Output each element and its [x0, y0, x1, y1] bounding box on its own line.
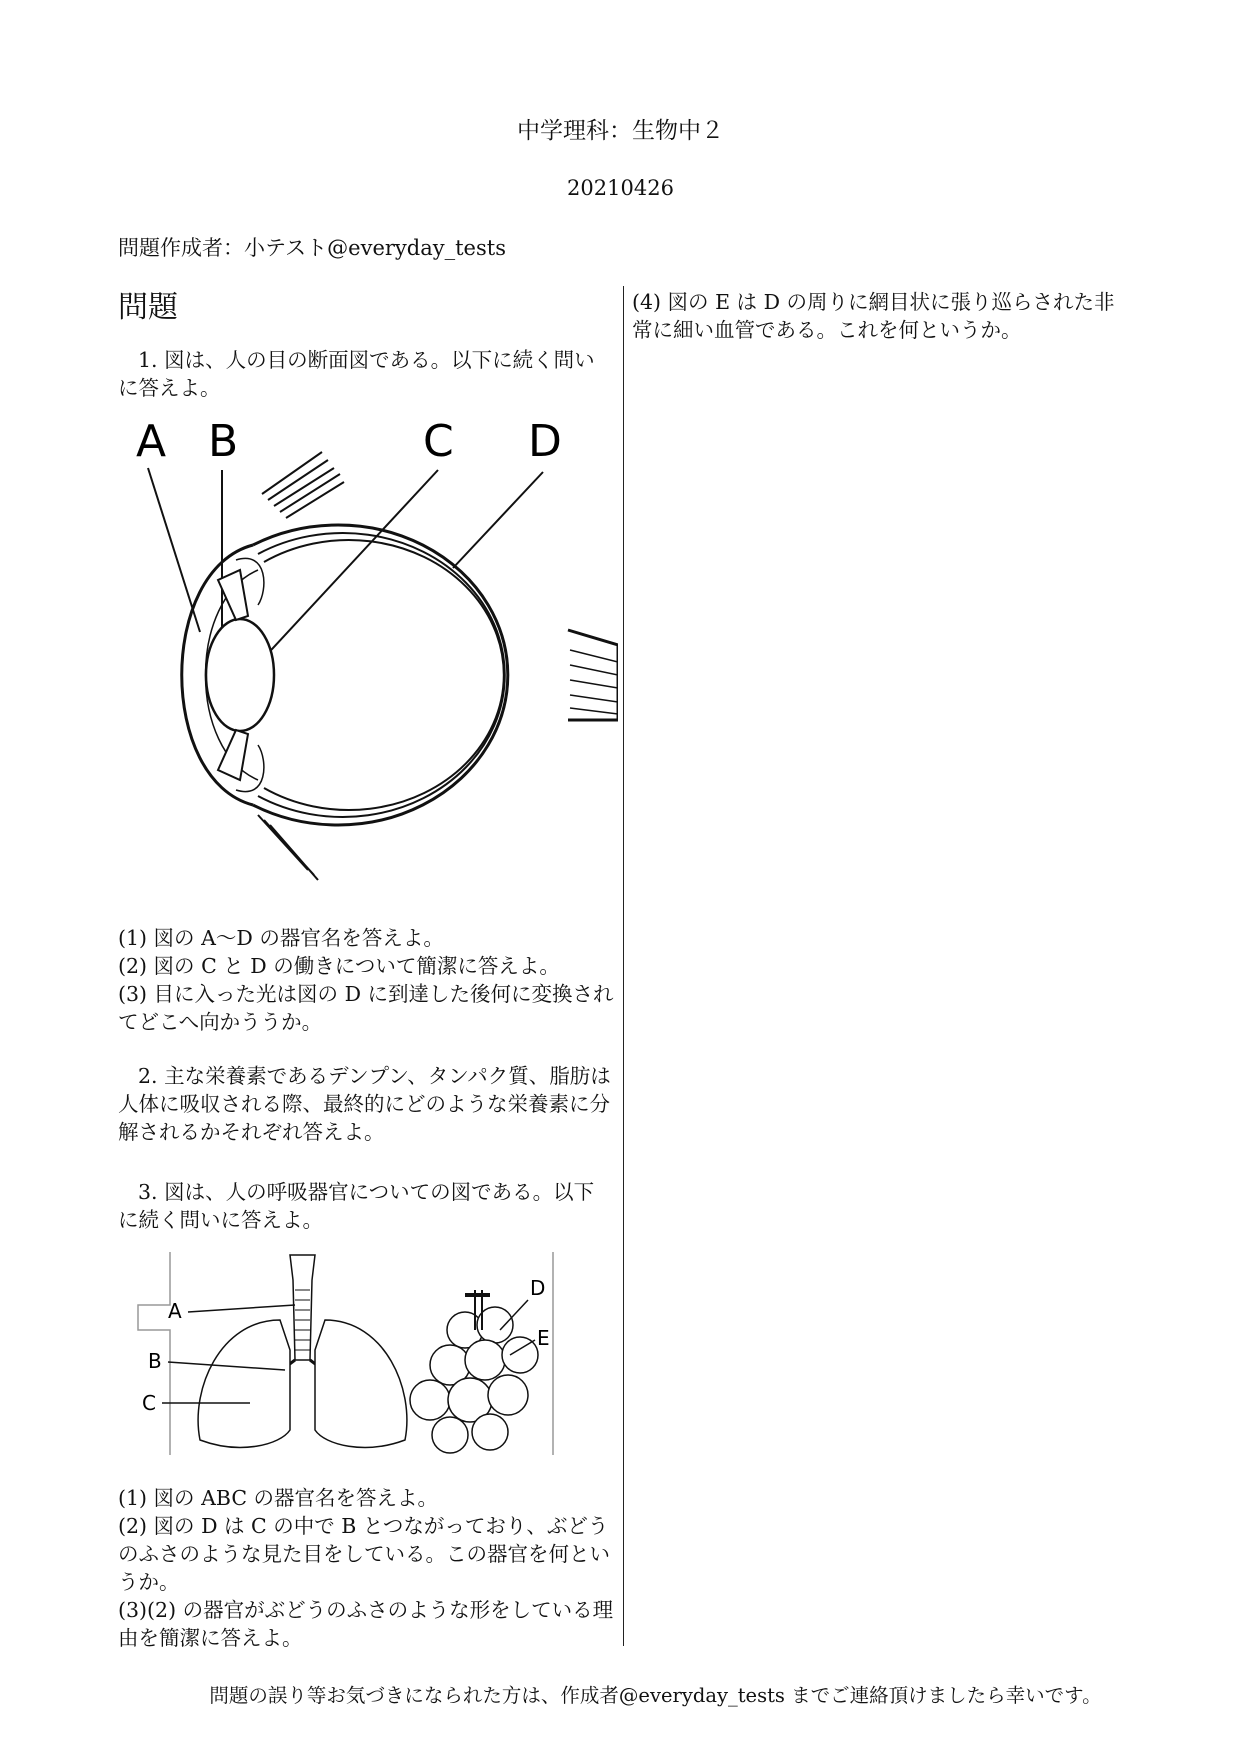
author-line: 問題作成者：小テスト@everyday_tests [118, 236, 506, 260]
section-heading: 問題 [118, 290, 178, 325]
respiratory-diagram [130, 1250, 560, 1460]
eye-choroid [258, 533, 505, 817]
resp-label-c: C [142, 1391, 156, 1415]
eye-label-c: C [423, 420, 454, 467]
eye-diagram [118, 420, 618, 890]
resp-label-e: E [537, 1326, 550, 1350]
eye-optic-nerve [568, 630, 618, 720]
q3-sub3: (3)(2) の器官がぶどうのふさのような形をしている理由を簡潔に答えよ。 [118, 1598, 614, 1650]
resp-label-b: B [148, 1349, 162, 1373]
q1-sub2: (2) 図の C と D の働きについて簡潔に答えよ。 [118, 954, 560, 978]
resp-label-a: A [168, 1299, 182, 1323]
footer-note: 問題の誤り等お気づきになられた方は、作成者@everyday_tests までご連絡頂けましたら幸いです。 [209, 1684, 1102, 1707]
eye-label-d: D [528, 420, 562, 467]
q3-sub1: (1) 図の ABC の器官名を答えよ。 [118, 1486, 439, 1510]
q3-sub2: (2) 図の D は C の中で B とつながっており、ぶどうのふさのような見た目をしている。この器官を何というか。 [118, 1514, 610, 1594]
q1-intro: 1. 図は、人の目の断面図である。以下に続く問いに答えよ。 [118, 348, 595, 400]
resp-label-d: D [530, 1276, 546, 1300]
eye-muscle-top [262, 452, 344, 518]
column-divider [623, 286, 624, 1646]
q1-sub3: (3) 目に入った光は図の D に到達した後何に変換されてどこへ向かううか。 [118, 982, 614, 1034]
q3-sub4: (4) 図の E は D の周りに網目状に張り巡らされた非常に細い血管である。これを何というか。 [632, 290, 1115, 342]
left-lung [198, 1320, 290, 1447]
q2-intro: 2. 主な栄養素であるデンプン、タンパク質、脂肪は人体に吸収される際、最終的にどのような栄養素に分解されるかそれぞれ答えよ。 [118, 1064, 611, 1144]
eye-leader-d [453, 472, 543, 568]
eye-label-a: A [136, 420, 167, 467]
eye-retina [264, 540, 504, 810]
page-title: 中学理科：生物中２ [517, 118, 724, 144]
eye-label-b: B [208, 420, 239, 467]
eye-leader-c [248, 470, 438, 675]
trachea [290, 1255, 315, 1360]
date: 20210426 [567, 176, 674, 200]
q1-sub1: (1) 図の A〜D の器官名を答えよ。 [118, 926, 444, 950]
eye-muscle-bottom [258, 815, 318, 880]
eye-sclera [253, 525, 508, 825]
right-lung [315, 1320, 407, 1447]
q3-intro: 3. 図は、人の呼吸器官についての図である。以下に続く問いに答えよ。 [118, 1180, 595, 1232]
eye-lens [206, 619, 274, 731]
